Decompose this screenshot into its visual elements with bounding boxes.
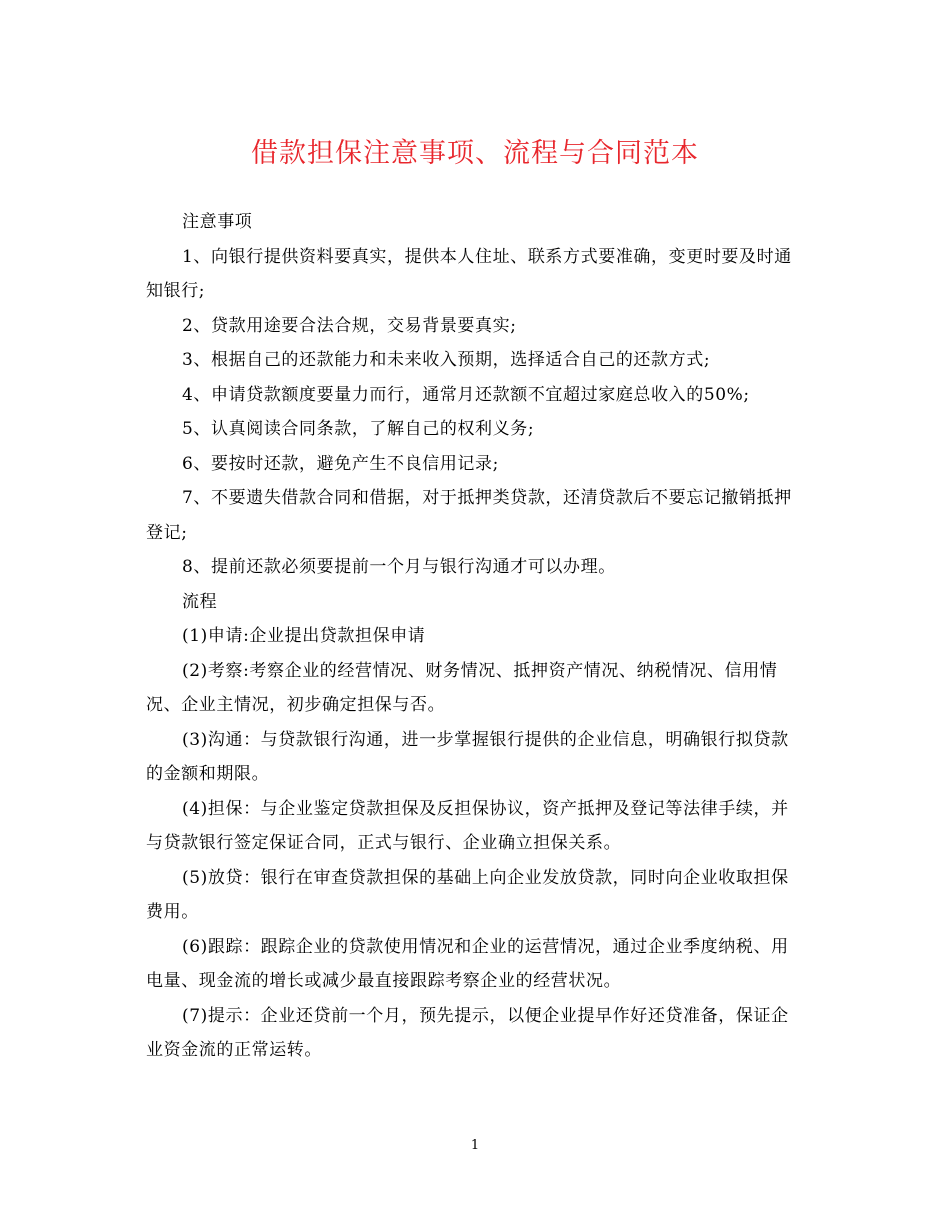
- note-item-2: 2、贷款用途要合法合规，交易背景要真实;: [182, 315, 517, 336]
- note-item-1: 1、向银行提供资料要真实，提供本人住址、联系方式要准确，变更时要及时通知银行;: [146, 246, 792, 301]
- note-item-8: 8、提前还款必须要提前一个月与银行沟通才可以办理。: [182, 557, 616, 577]
- process-step-3: (3)沟通：与贷款银行沟通，进一步掌握银行提供的企业信息，明确银行拟贷款的金额和期限。: [146, 729, 789, 784]
- process-step-4: (4)担保：与企业鉴定贷款担保及反担保协议，资产抵押及登记等法律手续，并与贷款银行签定保证合同，正式与银行、企业确立担保关系。: [146, 798, 789, 853]
- note-item-7: 7、不要遗失借款合同和借据，对于抵押类贷款，还清贷款后不要忘记撤销抵押登记;: [146, 488, 792, 543]
- note-item-5: 5、认真阅读合同条款，了解自己的权利义务;: [182, 419, 535, 439]
- process-step-1: (1)申请:企业提出贷款担保申请: [182, 626, 426, 646]
- process-step-5: (5)放贷：银行在审查贷款担保的基础上向企业发放贷款，同时向企业收取担保费用。: [146, 867, 789, 922]
- note-item-4: 4、申请贷款额度要量力而行，通常月还款额不宜超过家庭总收入的50%;: [182, 384, 750, 405]
- process-step-6: (6)跟踪：跟踪企业的贷款使用情况和企业的运营情况，通过企业季度纳税、用电量、现金流的增长或减少最直接跟踪考察企业的经营状况。: [146, 936, 789, 991]
- page-number: 1: [470, 1138, 480, 1153]
- process-step-2: (2)考察:考察企业的经营情况、财务情况、抵押资产情况、纳税情况、信用情况、企业主情况，初步确定担保与否。: [146, 660, 778, 715]
- note-item-6: 6、要按时还款，避免产生不良信用记录;: [182, 453, 499, 474]
- document-body: [146, 205, 806, 1068]
- section-heading-notes: 注意事项: [182, 212, 253, 232]
- section-heading-process: 流程: [182, 591, 218, 612]
- document-title: 借款担保注意事项、流程与合同范本: [251, 138, 699, 169]
- process-step-7: (7)提示：企业还贷前一个月，预先提示，以便企业提早作好还贷准备，保证企业资金流的正常运转。: [146, 1005, 789, 1060]
- note-item-3: 3、根据自己的还款能力和未来收入预期，选择适合自己的还款方式;: [182, 350, 711, 370]
